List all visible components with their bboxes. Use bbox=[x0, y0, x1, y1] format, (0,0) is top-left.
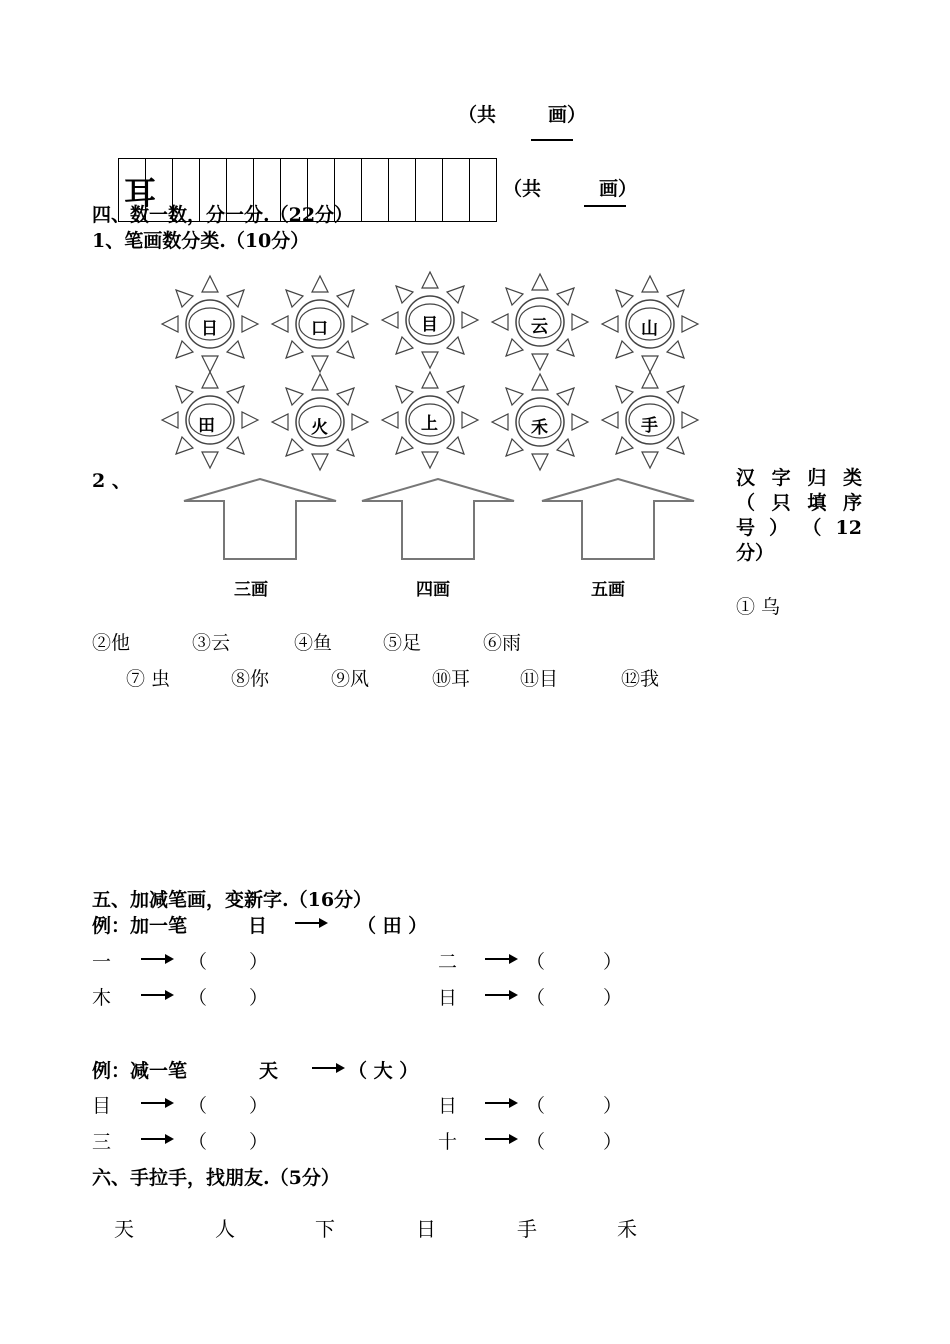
answer-underline-2 bbox=[584, 205, 626, 207]
q2-item: ⑤足 bbox=[383, 632, 422, 654]
section-5-title: 五、加减笔画，变新字.（16分） bbox=[92, 889, 373, 911]
sub-example-label: 例：减一笔 bbox=[92, 1060, 188, 1082]
sun-char: 日 bbox=[201, 319, 218, 339]
paren-close: ） bbox=[249, 951, 269, 973]
category-box-1 bbox=[182, 478, 338, 562]
category-box-3 bbox=[540, 478, 696, 562]
arrow-icon bbox=[141, 952, 175, 966]
answer-blank[interactable] bbox=[526, 1091, 622, 1118]
arrow-icon bbox=[485, 988, 519, 1002]
answer-underline-1 bbox=[531, 139, 573, 141]
arrow-icon bbox=[485, 952, 519, 966]
paren-close: ） bbox=[603, 951, 623, 973]
instruction-char: 归 bbox=[807, 467, 827, 489]
category-box-2 bbox=[360, 478, 516, 562]
section-4-title: 四、数一数，分一分.（22分） bbox=[92, 204, 354, 226]
q2-item: ③云 bbox=[192, 632, 231, 654]
q2-item: ① 乌 bbox=[736, 596, 781, 618]
sub-question-char: 目 bbox=[92, 1095, 112, 1117]
arrow-icon bbox=[312, 1061, 346, 1075]
paren-close: ） bbox=[249, 1095, 269, 1117]
match-char[interactable]: 手 bbox=[517, 1217, 537, 1241]
paren-close: ） bbox=[603, 987, 623, 1009]
add-question-char: 二 bbox=[438, 951, 458, 973]
match-char[interactable]: 人 bbox=[215, 1217, 235, 1241]
arrow-icon bbox=[295, 916, 329, 930]
answer-blank[interactable] bbox=[188, 1127, 268, 1154]
sub-example-char: 天 bbox=[259, 1060, 279, 1082]
q2-item: ⑩耳 bbox=[432, 668, 471, 690]
paren-open: （ bbox=[526, 1131, 546, 1153]
add-example-answer: （ 田 ） bbox=[357, 915, 428, 937]
instruction-char: 类 bbox=[842, 467, 862, 489]
answer-blank[interactable] bbox=[188, 1091, 268, 1118]
sun-char: 火 bbox=[311, 418, 328, 438]
sun-char: 山 bbox=[641, 319, 658, 339]
paren-open: （ bbox=[526, 1095, 546, 1117]
grid-sample-char: 耳 bbox=[124, 174, 157, 212]
arrow-icon bbox=[141, 1132, 175, 1146]
sun-char: 云 bbox=[531, 317, 548, 337]
sub-example-answer: （ 大 ） bbox=[348, 1060, 419, 1082]
instruction-char: 号 bbox=[736, 517, 756, 539]
q2-item: ⑦ 虫 bbox=[126, 668, 171, 690]
paren-open: （ bbox=[526, 987, 546, 1009]
arrow-icon bbox=[485, 1096, 519, 1110]
paren-open: （ bbox=[188, 987, 208, 1009]
q2-item: ⑨风 bbox=[331, 668, 370, 690]
add-question-char: 木 bbox=[92, 987, 112, 1009]
instruction-line bbox=[736, 516, 862, 541]
paren-close: ） bbox=[603, 1131, 623, 1153]
instruction-char: （ bbox=[802, 517, 822, 539]
instruction-char: 填 bbox=[807, 492, 827, 514]
sun-char: 目 bbox=[421, 315, 438, 335]
grid-cell bbox=[443, 159, 470, 222]
answer-blank[interactable] bbox=[188, 983, 268, 1010]
grid-cell bbox=[470, 159, 497, 222]
answer-blank[interactable] bbox=[526, 1127, 622, 1154]
q2-instruction bbox=[736, 466, 862, 566]
grid-cell bbox=[389, 159, 416, 222]
sub-question-char: 十 bbox=[438, 1131, 458, 1153]
section-4-q2-number: 2 、 bbox=[92, 470, 131, 492]
category-label: 五画 bbox=[591, 580, 625, 600]
instruction-line bbox=[736, 541, 862, 566]
q2-item: ②他 bbox=[92, 632, 131, 654]
instruction-char: 字 bbox=[771, 467, 791, 489]
sub-question-char: 日 bbox=[438, 1095, 458, 1117]
section-6-title: 六、手拉手，找朋友.（5分） bbox=[92, 1167, 340, 1189]
arrow-icon bbox=[141, 1096, 175, 1110]
paren-open: （共 bbox=[458, 104, 497, 126]
add-example-char: 日 bbox=[248, 915, 268, 937]
q2-item: ⑪目 bbox=[520, 668, 559, 690]
sun-char: 手 bbox=[641, 416, 658, 436]
instruction-char: （ bbox=[736, 492, 756, 514]
category-label: 四画 bbox=[416, 580, 450, 600]
add-example-label: 例：加一笔 bbox=[92, 915, 188, 937]
grid-cell bbox=[362, 159, 389, 222]
paren-open: （ bbox=[188, 1131, 208, 1153]
paren-close: 画） bbox=[599, 178, 638, 200]
answer-blank[interactable] bbox=[188, 947, 268, 974]
match-char[interactable]: 下 bbox=[315, 1217, 335, 1241]
section-4-q1-title: 1、笔画数分类.（10分） bbox=[92, 230, 310, 252]
sun-char: 口 bbox=[311, 319, 328, 339]
instruction-char: 只 bbox=[771, 492, 791, 514]
q2-item: ⑧你 bbox=[231, 668, 270, 690]
match-char[interactable]: 天 bbox=[114, 1217, 134, 1241]
grid-cell bbox=[416, 159, 443, 222]
paren-open: （ bbox=[188, 1095, 208, 1117]
match-char[interactable]: 日 bbox=[416, 1217, 436, 1241]
answer-blank[interactable] bbox=[526, 947, 622, 974]
instruction-char: 序 bbox=[842, 492, 862, 514]
sun-char: 田 bbox=[198, 416, 215, 436]
sun-char: 禾 bbox=[531, 418, 548, 438]
paren-close: ） bbox=[603, 1095, 623, 1117]
instruction-char: 12 bbox=[835, 517, 862, 539]
add-question-char: 一 bbox=[92, 951, 112, 973]
instruction-char: ） bbox=[769, 517, 789, 539]
paren-open: （ bbox=[526, 951, 546, 973]
paren-open: （ bbox=[188, 951, 208, 973]
stroke-count-label-2 bbox=[503, 174, 637, 201]
paren-open: （共 bbox=[503, 178, 542, 200]
q2-item: ⑫我 bbox=[621, 668, 660, 690]
q2-item: ④鱼 bbox=[294, 632, 333, 654]
arrow-icon bbox=[485, 1132, 519, 1146]
instruction-line bbox=[736, 491, 862, 516]
paren-close: ） bbox=[249, 987, 269, 1009]
add-question-char: 日 bbox=[438, 987, 458, 1009]
match-char[interactable]: 禾 bbox=[617, 1217, 637, 1241]
stroke-count-label-1 bbox=[458, 100, 586, 127]
paren-close: 画） bbox=[548, 104, 587, 126]
sun-char: 上 bbox=[421, 414, 438, 434]
sub-question-char: 三 bbox=[92, 1131, 112, 1153]
instruction-char: 汉 bbox=[736, 467, 756, 489]
paren-close: ） bbox=[249, 1131, 269, 1153]
category-label: 三画 bbox=[234, 580, 268, 600]
instruction-line bbox=[736, 466, 862, 491]
arrow-icon bbox=[141, 988, 175, 1002]
answer-blank[interactable] bbox=[526, 983, 622, 1010]
instruction-char: 分） bbox=[736, 542, 775, 564]
q2-item: ⑥雨 bbox=[483, 632, 522, 654]
